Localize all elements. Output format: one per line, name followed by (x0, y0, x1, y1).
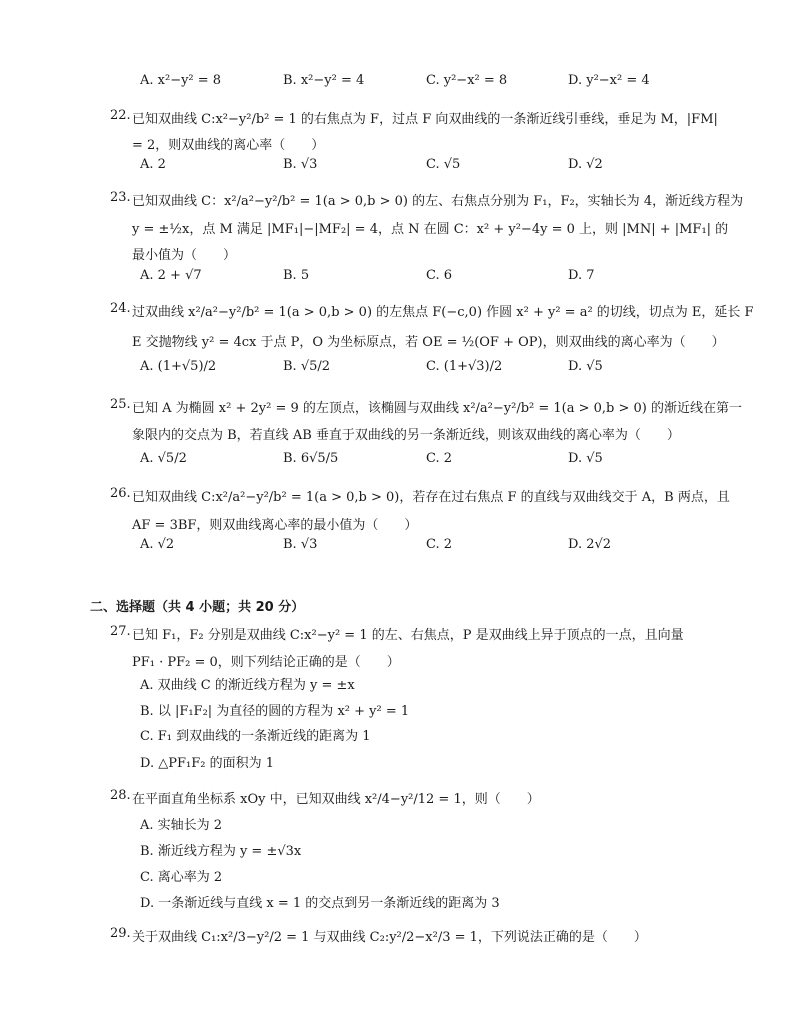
question-number: 23. (110, 190, 131, 205)
top-option-d: D. y²−x² = 4 (568, 73, 650, 88)
option-c: C. (1+√3)/2 (426, 359, 503, 374)
option-c: C. 6 (426, 268, 453, 283)
question-text: E 交抛物线 y² = 4cx 于点 P，O 为坐标原点，若 OE = ½(OF + OP)，则双曲线的离心率为（ ） (132, 335, 725, 350)
option-c: C. √5 (426, 157, 461, 172)
question-number: 22. (110, 108, 131, 123)
question-text: AF = 3BF，则双曲线离心率的最小值为（ ） (132, 518, 418, 533)
option-d: D. √5 (568, 451, 603, 466)
question-number: 27. (110, 624, 131, 639)
option-a: A. √2 (140, 537, 175, 552)
option-c: C. 2 (426, 451, 453, 466)
top-option-a: A. x²−y² = 8 (140, 73, 222, 88)
question-number: 26. (110, 486, 131, 501)
option-b: B. 5 (283, 268, 310, 283)
question-text: = 2，则双曲线的离心率（ ） (132, 138, 325, 153)
option-b: B. √3 (283, 537, 318, 552)
top-option-b: B. x²−y² = 4 (283, 73, 365, 88)
question-text: 已知 F₁，F₂ 分别是双曲线 C:x²−y² = 1 的左、右焦点，P 是双曲线上异于顶点的一点，且向量 (132, 628, 684, 643)
question-text: 已知双曲线 C：x²/a²−y²/b² = 1(a > 0,b > 0) 的左、右焦点分别为 F₁，F₂，实轴长为 4，渐近线方程为 (132, 194, 744, 209)
question-text: 象限内的交点为 B，若直线 AB 垂直于双曲线的另一条渐近线，则该双曲线的离心率为（ ） (132, 428, 680, 443)
option-d: D. △PF₁F₂ 的面积为 1 (140, 756, 274, 771)
question-text: 已知 A 为椭圆 x² + 2y² = 9 的左顶点，该椭圆与双曲线 x²/a²−y²/b² = 1(a > 0,b > 0) 的渐近线在第一 (132, 401, 743, 416)
section-title: 二、选择题（共 4 小题；共 20 分） (90, 600, 305, 615)
question-text: 过双曲线 x²/a²−y²/b² = 1(a > 0,b > 0) 的左焦点 F(−c,0) 作圆 x² + y² = a² 的切线，切点为 E，延长 F (132, 305, 754, 320)
option-a: A. 2 (140, 157, 166, 172)
question-text: 关于双曲线 C₁:x²/3−y²/2 = 1 与双曲线 C₂:y²/2−x²/3 = 1，下列说法正确的是（ ） (132, 930, 647, 945)
question-number: 24. (110, 301, 131, 316)
option-c: C. 2 (426, 537, 453, 552)
option-b: B. √3 (283, 157, 318, 172)
option-d: D. √5 (568, 359, 603, 374)
option-d: D. √2 (568, 157, 603, 172)
option-b: B. √5/2 (283, 359, 331, 374)
option-d: D. 2√2 (568, 537, 612, 552)
question-text: y = ±½x，点 M 满足 |MF₁|−|MF₂| = 4，点 N 在圆 C：x² + y²−4y = 0 上，则 |MN| + |MF₁| 的 (132, 222, 729, 237)
question-text: PF₁ · PF₂ = 0，则下列结论正确的是（ ） (132, 655, 400, 670)
question-number: 29. (110, 926, 131, 941)
option-b: B. 6√5/5 (283, 451, 339, 466)
question-text: 最小值为（ ） (132, 248, 237, 263)
option-a: A. (1+√5)/2 (140, 359, 217, 374)
option-a: A. √5/2 (140, 451, 187, 466)
option-a: A. 2 + √7 (140, 268, 202, 283)
option-b: B. 渐近线方程为 y = ±√3x (140, 844, 302, 859)
option-a: A. 实轴长为 2 (140, 818, 223, 833)
option-d: D. 一条渐近线与直线 x = 1 的交点到另一条渐近线的距离为 3 (140, 896, 500, 911)
question-text: 已知双曲线 C:x²−y²/b² = 1 的右焦点为 F，过点 F 向双曲线的一条渐近线引垂线，垂足为 M，|FM| (132, 112, 718, 127)
option-c: C. 离心率为 2 (140, 870, 223, 885)
top-option-c: C. y²−x² = 8 (426, 73, 508, 88)
question-text: 在平面直角坐标系 xOy 中，已知双曲线 x²/4−y²/12 = 1，则（ ） (132, 792, 540, 807)
question-number: 28. (110, 788, 131, 803)
question-number: 25. (110, 397, 131, 412)
option-c: C. F₁ 到双曲线的一条渐近线的距离为 1 (140, 729, 371, 744)
option-b: B. 以 |F₁F₂| 为直径的圆的方程为 x² + y² = 1 (140, 704, 410, 719)
question-text: 已知双曲线 C:x²/a²−y²/b² = 1(a > 0,b > 0)，若存在过右焦点 F 的直线与双曲线交于 A，B 两点，且 (132, 490, 730, 505)
option-d: D. 7 (568, 268, 595, 283)
option-a: A. 双曲线 C 的渐近线方程为 y = ±x (140, 678, 355, 693)
